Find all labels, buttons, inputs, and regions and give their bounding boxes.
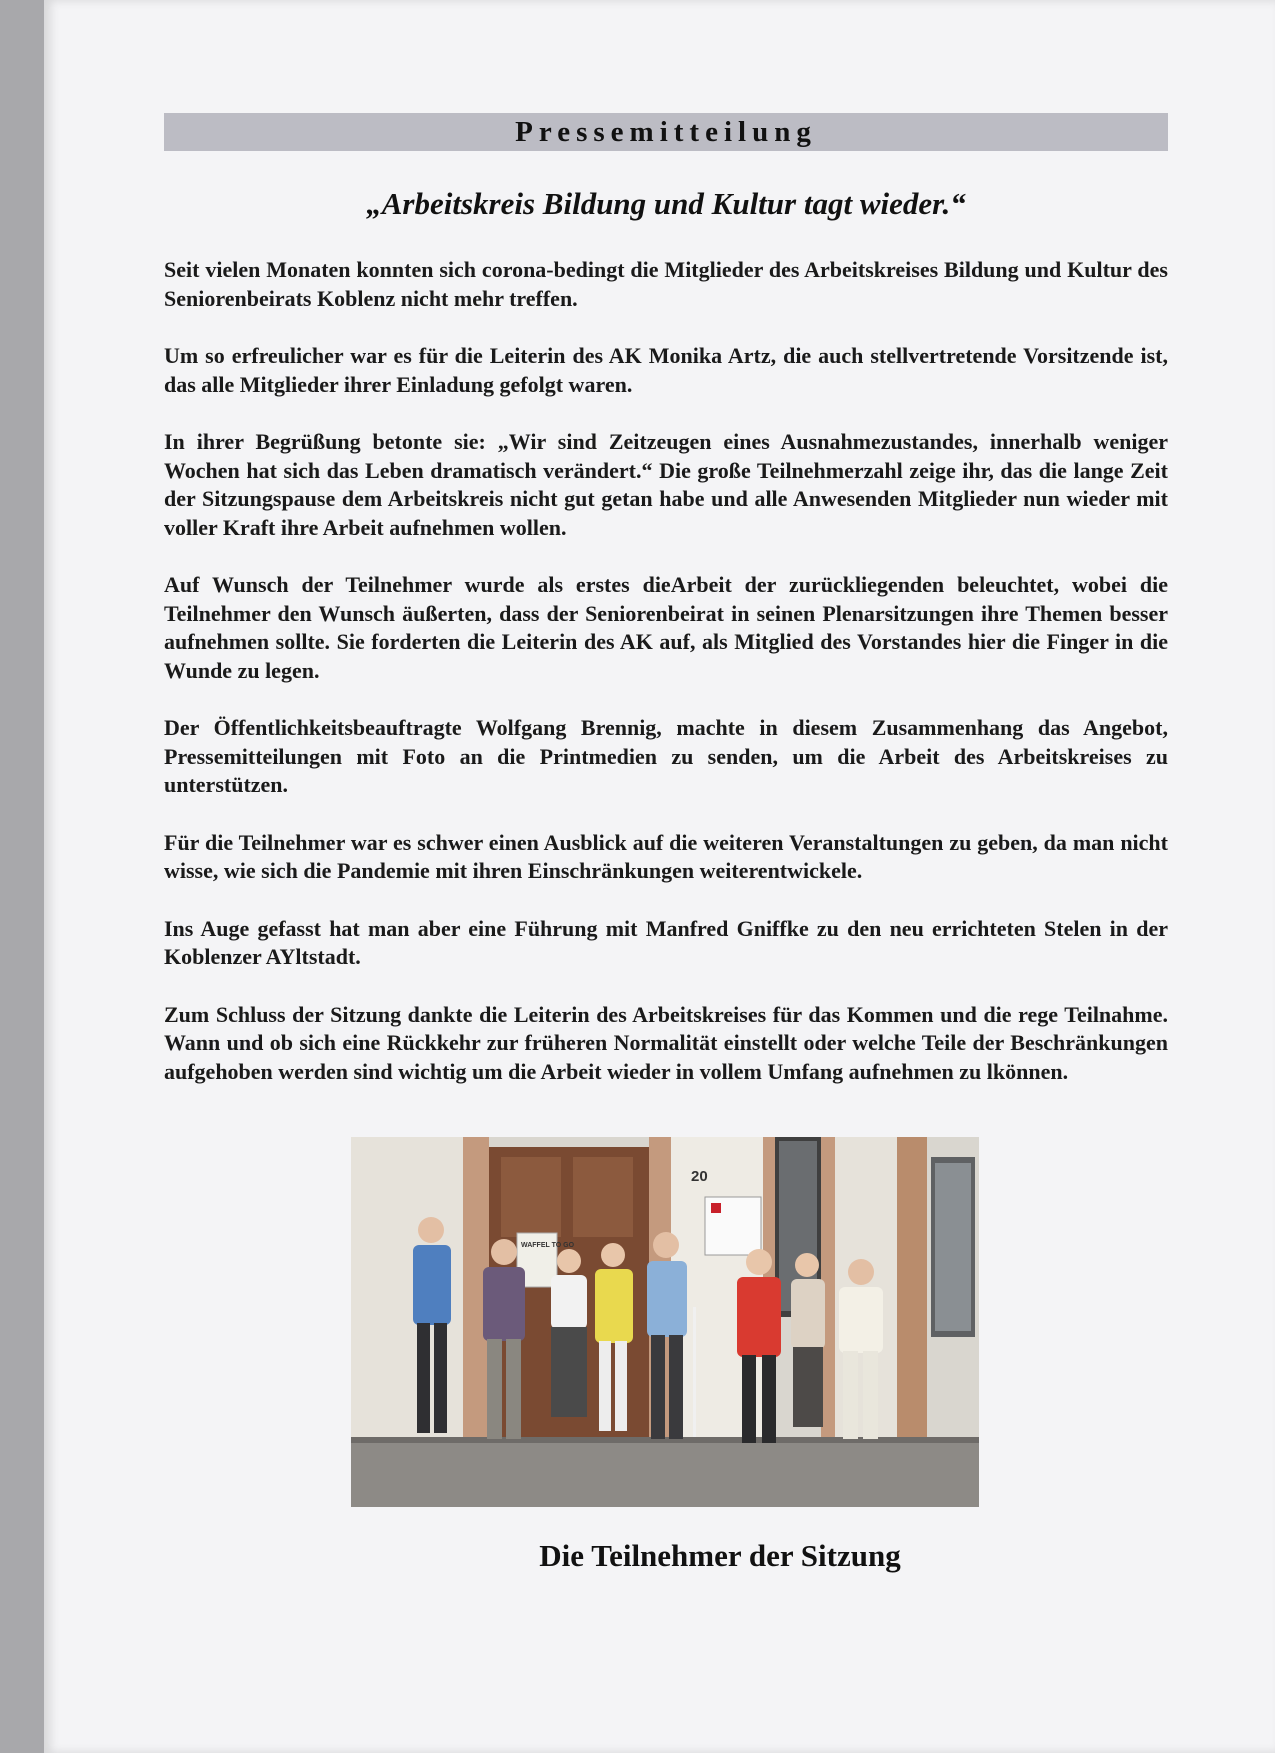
paragraph: Für die Teilnehmer war es schwer einen Ausblick auf die weiteren Veranstaltungen zu geben, da man nicht wisse, wie sich die Pandemie mit ihren Einschränkungen weiterentwickele. xyxy=(164,829,1168,883)
header-title: Pressemitteilung xyxy=(515,116,817,148)
paragraph: Auf Wunsch der Teilnehmer wurde als erstes dieArbeit der zurückliegenden beleuchtet, wobei die Teilnehmer den Wunsch äußerten, dass der Seniorenbeirat in seinen Plenarsitzungen ihre Themen besser aufnehmen sollte. Sie forderten die Leiterin des AK auf, als Mitglied des Vorstandes hier die Finger in die Wunde zu legen. xyxy=(164,572,1168,683)
paragraph: Seit vielen Monaten konnten sich corona-bedingt die Mitglieder des Arbeitskreises Bildung und Kultur des Seniorenbeirats Koblenz nicht mehr treffen. xyxy=(164,257,1168,311)
press-release-header xyxy=(164,113,1168,151)
group-photo xyxy=(351,1137,979,1507)
paragraph: In ihrer Begrüßung betonte sie: „Wir sind Zeitzeugen eines Ausnahmezustandes, innerhalb weniger Wochen hat sich das Leben dramatisch verändert.“ Die große Teilnehmerzahl zeige ihr, das die lange Zeit der Sitzungspause dem Arbeitskreis nicht gut getan habe und alle Anwesenden Mitglieder nun wieder mit voller Kraft ihre Arbeit aufnehmen wollen. xyxy=(164,429,1168,540)
document-page xyxy=(44,0,1275,1753)
paragraph: Zum Schluss der Sitzung dankte die Leiterin des Arbeitskreises für das Kommen und die rege Teilnahme. Wann und ob sich eine Rückkehr zur früheren Normalität einstellt oder welche Teile der Beschränkungen aufgehoben werden sind wichtig um die Arbeit wieder in vollem Umfang aufnehmen zu lkönnen. xyxy=(164,1001,1168,1084)
paragraph: Der Öffentlichkeitsbeauftragte Wolfgang Brennig, machte in diesem Zusammenhang das Angebot, Pressemitteilungen mit Foto an die Printmedien zu senden, um die Arbeit des Arbeitskreises zu unterstützen. xyxy=(164,715,1168,797)
door-sign: WAFFEL TO GO xyxy=(521,1242,575,1249)
photo-caption: Die Teilnehmer der Sitzung xyxy=(539,1538,901,1573)
paragraph: Um so erfreulicher war es für die Leiterin des AK Monika Artz, die auch stellvertretende Vorsitzende ist, das alle Mitglieder ihrer Einladung gefolgt waren. xyxy=(164,343,1168,397)
article-body xyxy=(164,256,1168,1115)
paragraph: Ins Auge gefasst hat man aber eine Führung mit Manfred Gniffke zu den neu errichteten Stelen in der Koblenzer AYltstadt. xyxy=(164,915,1168,969)
person-7 xyxy=(791,1253,825,1427)
house-number: 20 xyxy=(691,1168,708,1185)
article-headline: „Arbeitskreis Bildung und Kultur tagt wieder.“ xyxy=(366,186,966,221)
